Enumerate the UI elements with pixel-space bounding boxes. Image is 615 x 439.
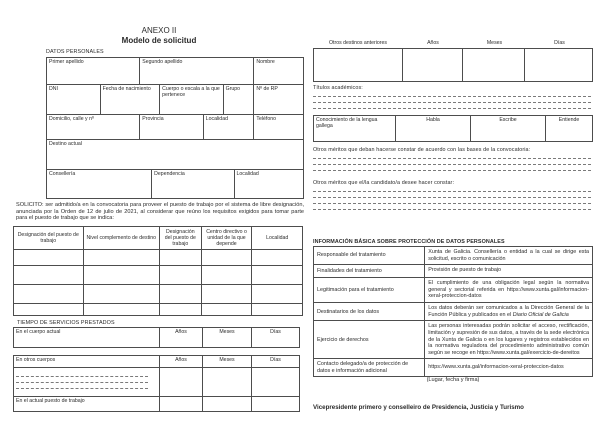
col-header-entiende: Entiende bbox=[558, 117, 580, 123]
prot-label-legitimacion: Legitimación para el tratamiento bbox=[314, 278, 425, 302]
write-in-line bbox=[313, 103, 591, 109]
prot-value-contacto: https://www.xunta.gal/informacion-xeral-proteccion-datos bbox=[428, 364, 564, 371]
otros-destinos-table bbox=[313, 48, 593, 82]
left-column bbox=[13, 0, 305, 439]
field-telefono: Teléfono bbox=[256, 116, 276, 122]
write-in-line bbox=[313, 165, 591, 171]
label-lengua-gallega: Conocimiento de la lengua gallega bbox=[314, 116, 396, 141]
document-title: ANEXO II bbox=[141, 26, 177, 35]
col-header-meses: Meses bbox=[203, 356, 252, 367]
blank-cell bbox=[252, 285, 302, 303]
prot-value-ejercicio: Las personas interesadas podrán solicitar el acceso, rectificación, limitación y supresión de sus datos, a través de la sede electrónica de la Xunta de Galicia o en los lugares y registros establecidos en la normativa reguladora del procedimiento administrativo común según se recoge en https://www.xunta.gal/exercicio-de-dereitos bbox=[428, 323, 589, 356]
field-domicilio: Domicilio, calle y nº bbox=[47, 115, 140, 139]
field-grupo: Grupo bbox=[224, 85, 255, 114]
field-primer-apellido: Primer apellido bbox=[47, 58, 140, 84]
prot-label-ejercicio: Ejercicio de derechos bbox=[314, 321, 425, 358]
col-header-escribe: Escribe bbox=[471, 116, 546, 141]
col-header-anos: Años bbox=[160, 356, 203, 367]
prot-value-italic: Diario Oficial de Galicia bbox=[512, 311, 569, 318]
blank-cell bbox=[160, 397, 203, 411]
blank-cell bbox=[203, 397, 252, 411]
col-header-meses: Meses bbox=[486, 40, 503, 46]
prot-label-responsable: Responsable del tratamiento bbox=[314, 247, 425, 264]
table-row bbox=[47, 114, 303, 139]
col-header-anos: Años bbox=[160, 328, 203, 347]
label-meritos-candidato: Otros méritos que el/la candidato/a desee hacer constar: bbox=[313, 180, 455, 186]
blank-cell bbox=[403, 49, 463, 81]
blank-cell bbox=[14, 250, 84, 265]
blank-cell bbox=[202, 266, 253, 284]
blank-cell bbox=[252, 250, 302, 265]
col-header-nivel-complemento: Nivel complemento de destino bbox=[84, 227, 160, 249]
section-proteccion-datos: INFORMACIÓN BÁSICA SOBRE PROTECCIÓN DE DATOS PERSONALES bbox=[313, 239, 505, 245]
prot-value-destinatarios bbox=[425, 303, 592, 320]
puestos-table bbox=[13, 226, 303, 316]
prot-label-destinatarios: Destinatarios de los datos bbox=[314, 303, 425, 320]
blank-cell bbox=[202, 304, 253, 315]
col-header-meses: Meses bbox=[203, 328, 252, 347]
write-in-line bbox=[16, 383, 148, 389]
puestos-empty-row bbox=[14, 303, 302, 315]
otros-cuerpos-write-in-lines bbox=[14, 368, 160, 396]
puestos-empty-row bbox=[14, 265, 302, 284]
col-header-dias: Días bbox=[270, 329, 281, 335]
section-datos-personales: DATOS PERSONALES bbox=[46, 49, 104, 55]
table-row bbox=[314, 49, 592, 81]
blank-cell bbox=[252, 397, 299, 411]
blank-cell bbox=[160, 368, 203, 396]
label-actual-puesto: En el actual puesto de trabajo bbox=[14, 397, 160, 411]
label-meritos-convocatoria: Otros méritos que deban hacerse constar de acuerdo con las bases de la convocatoria: bbox=[313, 147, 531, 153]
field-provincia: Provincia bbox=[140, 115, 204, 139]
blank-cell bbox=[14, 285, 84, 303]
field-conselleria: Consellería bbox=[47, 170, 152, 198]
label-titulos-academicos: Títulos académicos: bbox=[313, 85, 363, 91]
blank-cell bbox=[14, 304, 84, 315]
puestos-empty-row bbox=[14, 249, 302, 265]
col-header-localidad: Localidad bbox=[266, 235, 289, 241]
section-tiempo-servicios: TIEMPO DE SERVICIOS PRESTADOS bbox=[17, 320, 115, 326]
document-title-block bbox=[13, 26, 305, 46]
table-row bbox=[314, 320, 592, 358]
otros-cuerpos-table bbox=[13, 355, 300, 412]
table-row bbox=[14, 396, 299, 411]
table-row bbox=[14, 356, 299, 367]
blank-cell bbox=[84, 266, 160, 284]
table-row bbox=[47, 84, 303, 114]
blank-cell bbox=[84, 250, 160, 265]
datos-personales-table bbox=[46, 57, 304, 199]
col-header-habla: Habla bbox=[396, 116, 471, 141]
blank-cell bbox=[14, 266, 84, 284]
field-fecha-nacimiento: Fecha de nacimiento bbox=[101, 85, 161, 114]
write-in-line bbox=[313, 204, 591, 210]
prot-label-finalidades: Finalidades del tratamiento bbox=[314, 265, 425, 277]
blank-cell bbox=[160, 304, 202, 315]
table-row bbox=[14, 367, 299, 396]
cuerpo-actual-table bbox=[13, 327, 300, 348]
lengua-gallega-table bbox=[313, 115, 593, 142]
solicito-paragraph: SOLICITO: ser admitido/a en la convocatoria para proveer el puesto de trabajo por el sistema de libre designación, anunciada por la Orden de 12 de julio de 2021, al considerar que reúno los requisitos exigidos para tomar parte para el puesto de trabajo que se indica: bbox=[16, 202, 304, 222]
table-row bbox=[314, 277, 592, 302]
field-segundo-apellido: Segundo apellido bbox=[140, 58, 254, 84]
meritos-candidato-write-in-lines bbox=[313, 186, 591, 210]
prot-value-text: Los datos deberán ser comunicados a la Dirección General de la Función Pública y publicados en el bbox=[428, 305, 589, 318]
col-header-centro-directivo: Centro directivo o unidad de la que depende bbox=[202, 227, 253, 249]
prot-value-finalidades: Provisión de puesto de trabajo bbox=[428, 267, 502, 274]
table-row bbox=[314, 116, 592, 141]
col-header-designacion-puesto: Designación del puesto de trabajo bbox=[14, 227, 84, 249]
blank-cell bbox=[202, 285, 253, 303]
table-row bbox=[314, 358, 592, 376]
col-header-anos: Años bbox=[427, 40, 439, 46]
blank-cell bbox=[160, 266, 202, 284]
table-row bbox=[47, 139, 303, 169]
blank-cell bbox=[252, 266, 302, 284]
table-row bbox=[314, 247, 592, 264]
otros-destinos-header-row bbox=[313, 39, 593, 47]
blank-cell bbox=[314, 49, 403, 81]
signatory-title: Vicepresidente primero y conselleiro de Presidencia, Justicia y Turismo bbox=[313, 404, 524, 411]
blank-cell bbox=[84, 285, 160, 303]
place-date-signature-label: (Lugar, fecha y firma) bbox=[426, 377, 480, 383]
col-header-dias: Días bbox=[270, 357, 281, 363]
field-destino-actual: Destino actual bbox=[49, 141, 82, 147]
titulos-write-in-lines bbox=[313, 91, 591, 109]
proteccion-datos-table bbox=[313, 246, 593, 377]
prot-value-legitimacion: El cumplimiento de una obligación legal según la normativa general y sectorial referida en https://www.xunta.gal/informacion-xeral-proteccion-datos bbox=[428, 280, 589, 300]
blank-cell bbox=[525, 49, 592, 81]
document-subtitle: Modelo de solicitud bbox=[121, 36, 197, 45]
blank-cell bbox=[160, 250, 202, 265]
meritos-convocatoria-write-in-lines bbox=[313, 153, 591, 171]
blank-cell bbox=[252, 368, 299, 396]
blank-cell bbox=[84, 304, 160, 315]
prot-label-contacto: Contacto delegado/a de protección de datos e información adicional bbox=[314, 359, 425, 376]
prot-value-responsable: Xunta de Galicia. Consellería o entidad a la cual se dirige esta solicitud, escrito o comunicación bbox=[428, 249, 589, 262]
right-column bbox=[313, 0, 593, 439]
col-header-otros-destinos: Otros destinos anteriores bbox=[329, 40, 387, 46]
field-nombre: Nombre bbox=[256, 59, 275, 65]
blank-cell bbox=[202, 250, 253, 265]
col-header-designacion-puesto-2: Designación del puesto de trabajo bbox=[160, 227, 202, 249]
blank-cell bbox=[160, 285, 202, 303]
table-row bbox=[314, 264, 592, 277]
field-localidad-dependencia: Localidad bbox=[236, 171, 259, 177]
table-row bbox=[14, 328, 299, 347]
table-row bbox=[47, 169, 303, 198]
label-cuerpo-actual: En el cuerpo actual bbox=[14, 328, 160, 347]
label-otros-cuerpos: En otros cuerpos bbox=[14, 356, 160, 367]
blank-cell bbox=[252, 304, 302, 315]
field-cuerpo-escala: Cuerpo o escala a la que pertenece bbox=[160, 85, 224, 114]
field-dni: DNI bbox=[47, 85, 101, 114]
table-row bbox=[47, 58, 303, 84]
col-header-dias: Días bbox=[554, 40, 565, 46]
field-dependencia: Dependencia bbox=[152, 170, 234, 198]
field-num-rp: Nº de RP bbox=[256, 86, 278, 92]
field-localidad: Localidad bbox=[204, 115, 255, 139]
blank-cell bbox=[463, 49, 526, 81]
blank-cell bbox=[203, 368, 252, 396]
table-row bbox=[314, 302, 592, 320]
puestos-header-row bbox=[14, 227, 302, 249]
puestos-empty-row bbox=[14, 284, 302, 303]
